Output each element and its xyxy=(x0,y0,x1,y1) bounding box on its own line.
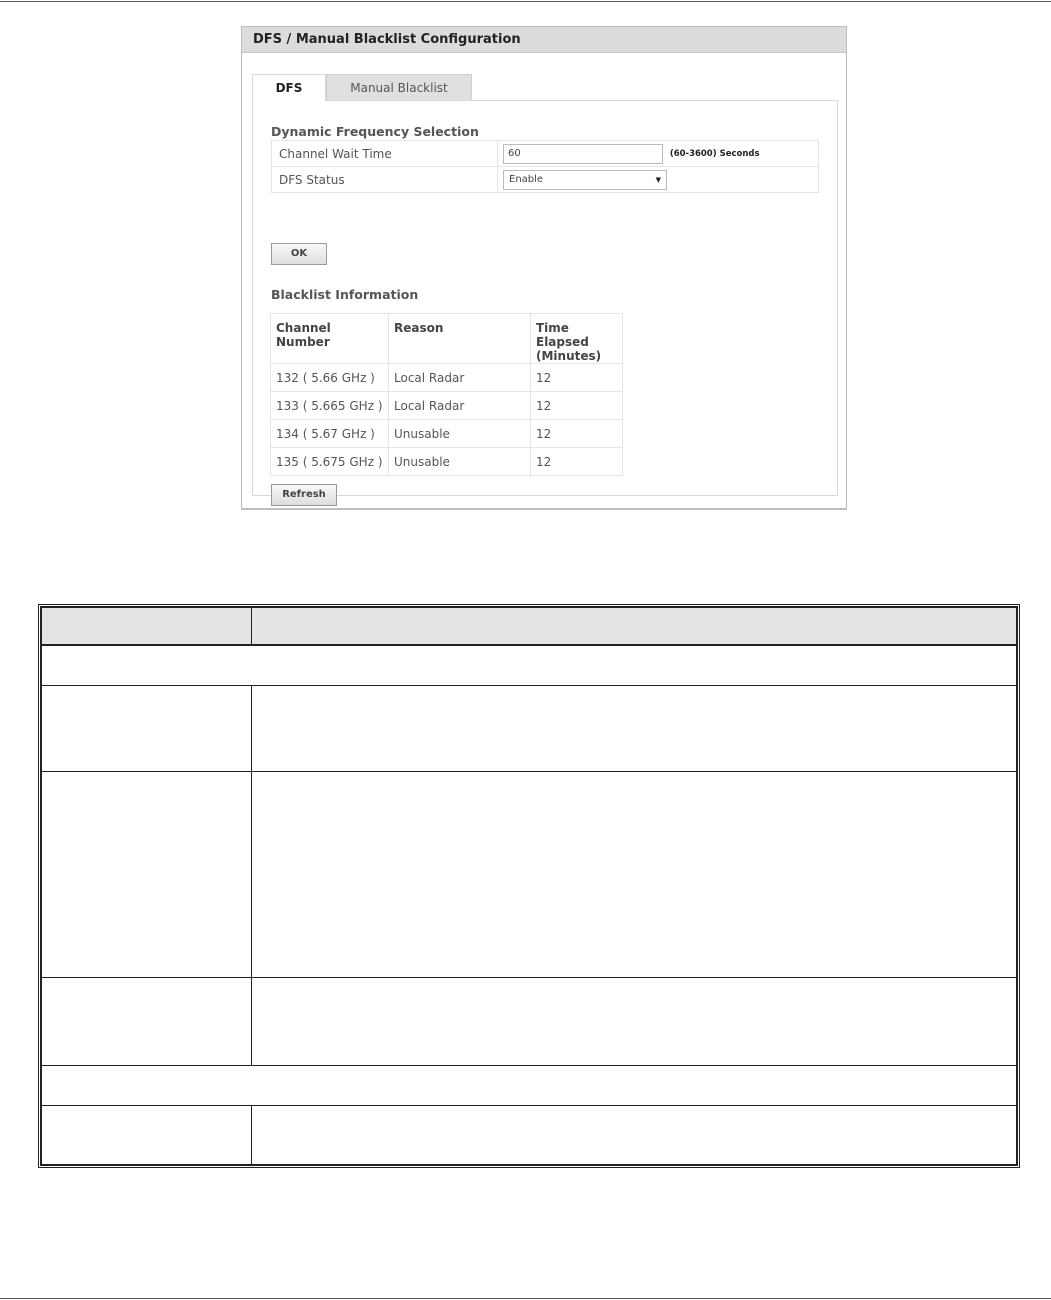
parameter-description-table xyxy=(38,604,1020,1168)
cell-reason: Unusable xyxy=(389,420,531,448)
table-row xyxy=(271,420,623,448)
col-reason: Reason xyxy=(389,314,531,364)
cell-channel: 133 ( 5.665 GHz ) xyxy=(271,392,389,420)
ok-button[interactable]: OK xyxy=(271,243,327,265)
tab-content xyxy=(252,100,838,500)
tab-manual-blacklist[interactable]: Manual Blacklist xyxy=(326,74,472,101)
caret-down-icon: ▼ xyxy=(655,175,661,184)
doc-cell xyxy=(252,977,1017,1065)
dfs-status-label: DFS Status xyxy=(272,167,498,193)
doc-cell xyxy=(252,685,1017,771)
cell-channel: 134 ( 5.67 GHz ) xyxy=(271,420,389,448)
cell-elapsed: 12 xyxy=(531,448,623,476)
dfs-form-table xyxy=(271,140,819,193)
cell-elapsed: 12 xyxy=(531,364,623,392)
blacklist-header-row xyxy=(271,314,623,364)
channel-wait-row xyxy=(272,141,819,167)
doc-section-cell xyxy=(42,1065,1017,1105)
doc-row xyxy=(42,685,1017,771)
cell-elapsed: 12 xyxy=(531,420,623,448)
panel-title: DFS / Manual Blacklist Configuration xyxy=(242,27,846,53)
doc-row xyxy=(42,977,1017,1065)
channel-wait-input[interactable] xyxy=(503,144,663,164)
doc-cell xyxy=(42,771,252,977)
cell-reason: Local Radar xyxy=(389,364,531,392)
doc-cell xyxy=(42,1105,252,1165)
dfs-section-title: Dynamic Frequency Selection xyxy=(271,124,479,139)
doc-section-cell xyxy=(42,645,1017,685)
bottom-rule xyxy=(0,1298,1051,1299)
tab-dfs[interactable]: DFS xyxy=(252,74,326,101)
doc-cell xyxy=(42,977,252,1065)
cell-reason: Unusable xyxy=(389,448,531,476)
doc-table-header xyxy=(42,608,1017,646)
doc-row xyxy=(42,771,1017,977)
doc-row xyxy=(42,1105,1017,1165)
doc-cell xyxy=(252,771,1017,977)
top-rule xyxy=(0,1,1051,2)
table-row xyxy=(271,364,623,392)
doc-section-row xyxy=(42,645,1017,685)
col-time-elapsed: Time Elapsed (Minutes) xyxy=(531,314,623,364)
blacklist-section-title: Blacklist Information xyxy=(271,287,419,302)
cell-elapsed: 12 xyxy=(531,392,623,420)
col-channel-number: Channel Number xyxy=(271,314,389,364)
doc-header-cell-2 xyxy=(252,608,1017,646)
dfs-config-panel xyxy=(241,26,847,510)
blacklist-table xyxy=(270,313,623,476)
cell-channel: 135 ( 5.675 GHz ) xyxy=(271,448,389,476)
cell-reason: Local Radar xyxy=(389,392,531,420)
table-row xyxy=(271,392,623,420)
channel-wait-label: Channel Wait Time xyxy=(272,141,498,167)
dfs-status-select[interactable] xyxy=(503,170,667,190)
doc-header-cell-1 xyxy=(42,608,252,646)
channel-wait-range-hint: (60-3600) Seconds xyxy=(669,148,760,159)
dfs-status-value: Enable xyxy=(509,173,544,185)
doc-cell xyxy=(42,685,252,771)
doc-section-row xyxy=(42,1065,1017,1105)
refresh-button[interactable]: Refresh xyxy=(271,484,337,506)
dfs-status-row xyxy=(272,167,819,193)
cell-channel: 132 ( 5.66 GHz ) xyxy=(271,364,389,392)
doc-cell xyxy=(252,1105,1017,1165)
table-row xyxy=(271,448,623,476)
